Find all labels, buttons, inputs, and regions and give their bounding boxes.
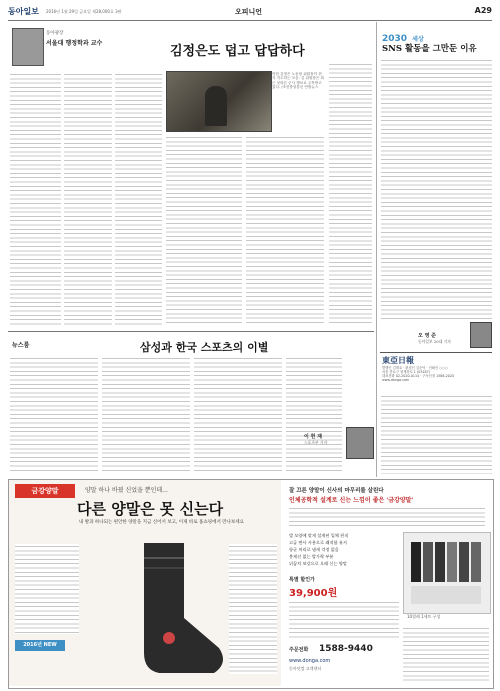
product-photo [403, 532, 491, 614]
column-text [381, 58, 492, 320]
ad-subheadline: 내 발과 하나되는 편안한 양말을 지금 신어서 보고, 이제 바로 홈쇼핑에서 만나보세요 [79, 520, 244, 525]
author-name: 오 영 준 [418, 333, 436, 339]
news-title: 삼성과 한국 스포츠의 이별 [140, 341, 269, 354]
column-text [166, 135, 242, 325]
byline-kicker: 동아광장 [46, 31, 64, 36]
brand-logo: 금강양말 [15, 484, 75, 498]
ad-text [289, 506, 485, 526]
feature-item: 봉제선 없는 발가락 부분 [289, 554, 334, 559]
feature-list [289, 532, 399, 567]
advertisement [8, 479, 494, 689]
ad-text [229, 544, 277, 674]
editorial-title: 김정은도 덥고 답답하다 [170, 44, 305, 59]
page-header [8, 6, 492, 21]
column-text [10, 356, 98, 474]
phone-label: 주문전화 [289, 647, 309, 653]
ad-text [403, 626, 489, 682]
author-role: 동아일보 20대 기자 [418, 339, 451, 344]
feature-item: 고급 면사 사용으로 쾌적함 유지 [289, 540, 347, 545]
issue-date: 2016년 1월 29일 금요일 제28,000호 3판 [46, 9, 122, 14]
column-label: 뉴스룸 [12, 342, 30, 349]
price-label: 특별 할인가 [289, 577, 315, 583]
newspaper-logo: 동아일보 [8, 6, 39, 16]
column-text [115, 72, 162, 325]
person-figure [205, 86, 227, 126]
author-photo [470, 322, 492, 348]
socks-set-illustration [409, 538, 485, 608]
column-text [10, 72, 61, 325]
masthead-address [382, 366, 490, 382]
ad-text [15, 544, 79, 634]
product-caption: 10켤레 1세트 구성 [407, 614, 441, 619]
badge-number: 2030 [382, 34, 408, 44]
column-text [381, 394, 492, 474]
column-text [194, 356, 282, 474]
section-title: 오피니언 [235, 8, 263, 16]
photo-caption: 북한 김정은 노동당 위원장이 현지 지도하는 모습. 김 위원장은 최근 잇따른 군사 행보로 주목받고 있다. /조선중앙통신 연합뉴스 [272, 72, 324, 89]
ad-headline-small: 양말 하나 바꿨 신었을 뿐인데... [85, 487, 168, 494]
feature-item: 뒤꿈치 보강으로 오래 신는 양말 [289, 561, 347, 566]
column-text [102, 356, 190, 474]
byline-name: 서울대 행정학과 교수 [46, 40, 103, 47]
address-line: 대표전화 02-2020-0114 · 구독신청 1588-2020 [382, 374, 455, 378]
editorial-photo [166, 71, 272, 132]
column-text [286, 356, 342, 474]
address-line: 서울 종로구 청계천로 1 (03187) [382, 370, 431, 374]
feature-item: 발 모양에 맞게 설계된 입체 편직 [289, 533, 349, 538]
address-line: 발행인 김재호 · 편집인 김순덕 · 인쇄인 ○○○ [382, 366, 448, 370]
order-phone[interactable]: 1588-9440 [319, 644, 373, 654]
ad-url[interactable]: www.donga.com [289, 658, 331, 664]
column-text [246, 135, 324, 325]
author-photo [12, 28, 44, 66]
address-line: www.donga.com [382, 378, 410, 382]
ad-footer: 동아닷컴 고객센터 [289, 666, 322, 671]
ad-right-title: 잘 끄른 양말이 신사의 마무리를 살린다 [289, 488, 384, 494]
badge-word: 세상 [412, 36, 424, 43]
author-name: 이 헌 재 [304, 434, 322, 440]
masthead-name: 東亞日報 [382, 355, 414, 365]
author-photo [346, 427, 374, 459]
masthead [380, 352, 492, 391]
new-badge: 2016년 NEW [15, 640, 65, 651]
feature-item: 항균 처리로 냄새 걱정 없음 [289, 547, 339, 552]
column-text [329, 62, 372, 325]
author-role: 스포츠부 기자 [304, 440, 328, 445]
divider [376, 22, 377, 477]
divider [8, 331, 374, 332]
sns-title: SNS 활동을 그만둔 이유 [382, 44, 477, 54]
sock-illustration [89, 538, 239, 680]
ad-headline: 다른 양말은 못 신는다 [77, 500, 224, 518]
column-text [64, 72, 112, 325]
ad-left-panel [9, 480, 281, 686]
ad-text [289, 600, 399, 640]
ad-right-subtitle: 인체공학적 설계로 신는 느낌이 좋은 '금강양말' [289, 497, 414, 504]
page-number: A29 [474, 6, 492, 15]
price: 39,900원 [289, 588, 338, 599]
